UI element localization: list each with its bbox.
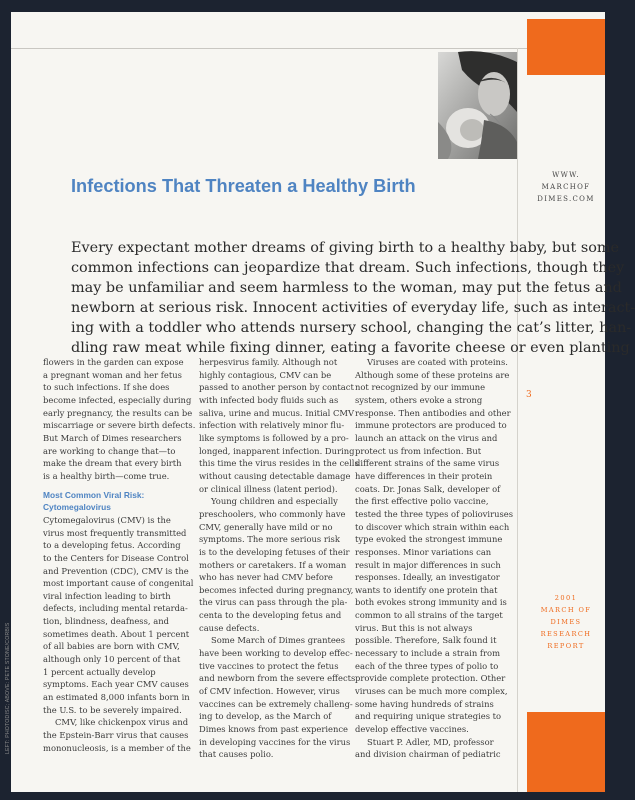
text-line: without causing detectable damage [199,470,351,481]
text-line: becomes infected during pregnancy, [199,584,354,595]
report-label-line: DIMES [550,618,582,626]
text-line: necessary to include a strain from [355,648,501,659]
text-line: who has never had CMV before [199,572,333,583]
intro-paragraph [71,239,635,358]
text-line: mononucleosis, is a member of the [43,742,191,753]
text-line: to a developing fetus. According [43,540,181,551]
article-title: Infections That Threaten a Healthy Birth [71,176,416,196]
report-label-line: REPORT [547,642,585,650]
text-line: and Prevention (CDC), CMV is the [43,565,189,576]
page-number: 3 [526,390,532,400]
body-column-3 [355,356,514,761]
text-line: Some March of Dimes grantees [211,635,346,646]
text-line: the Epstein-Barr virus that causes [43,730,189,741]
text-line: defects, including mental retarda- [43,603,188,614]
text-line: and requiring unique strategies to [355,711,502,722]
text-line: common to all strains of the target [355,610,503,621]
report-label-line: MARCH OF [540,606,592,614]
website-line: WWW. [552,171,580,179]
text-line: immune protectors are produced to [355,420,507,431]
text-line: with infected body fluids such as [199,394,339,405]
text-line: become infected, especially during [43,394,192,405]
text-line: miscarriage or severe birth defects. [43,420,196,431]
text-line: the virus can pass through the pla- [199,597,348,608]
intro-line: common infections can jeopardize that dream. Such infections, though they [71,259,625,276]
text-line: have been working to develop effec- [199,648,353,659]
text-line: although only 10 percent of that [43,654,181,665]
text-line: system, others evoke a strong [355,394,483,405]
text-line: viruses can be much more complex, [355,686,508,697]
text-line: ing to develop, as the March of [199,711,332,722]
text-line: a pregnant woman and her fetus [43,369,182,380]
text-line: centa to the developing fetus and [199,610,342,621]
orange-corner-block-bottom [527,712,605,792]
text-line: to such infections. If she does [43,382,170,393]
text-line: the U.S. to be severely impaired. [43,704,182,715]
text-line: have differences in their protein [355,470,493,481]
text-line: tive vaccines to protect the fetus [199,660,339,671]
text-line: early pregnancy, the results can be [43,407,193,418]
intro-line: dling raw meat while fixing dinner, eating a favorite cheese or even planting [71,339,630,356]
text-line: tion, blindness, deafness, and [43,616,169,627]
text-line: vaccines can be extremely challeng- [199,698,353,709]
col1-lead-paragraph [43,356,195,483]
text-line: CMV, like chickenpox virus and [55,717,189,728]
col3-paragraph-1 [355,356,514,736]
text-line: But March of Dimes researchers [43,432,182,443]
text-line: flowers in the garden can expose [43,357,184,367]
photo-illustration [438,52,517,159]
text-line: of CMV infection. However, virus [199,686,340,697]
orange-corner-block-top [527,19,605,75]
col2-paragraph-1 [199,356,359,495]
text-line: protect us from infection. But [355,445,482,456]
mother-and-baby-photo [438,52,517,159]
text-line: Cytomegalovirus (CMV) is the [43,514,171,525]
text-line: and division chairman of pediatric [355,749,501,760]
text-line: mothers or caretakers. If a woman [199,559,347,570]
text-line: Although some of these proteins are [355,369,510,380]
text-line: possible. Therefore, Salk found it [355,635,497,646]
text-line: each of the three types of polio to [355,660,499,671]
text-line: Viruses are coated with proteins. [367,357,508,367]
text-line: or clinical illness (latent period). [199,483,338,494]
text-line: not recognized by our immune [355,382,486,393]
text-line: highly contagious, CMV can be [199,369,332,380]
website-address [527,169,605,205]
intro-line: ing with a toddler who attends nursery school, changing the cat’s litter, han- [71,319,632,336]
text-line: both evokes strong immunity and is [355,597,507,608]
text-line: of all babies are born with CMV, [43,641,180,652]
text-line: passed to another person by contact [199,382,354,393]
text-line: this time the virus resides in the cells [199,458,359,469]
photo-credit: LEFT: PHOTODISC; ABOVE: PETE STONE/CORBIS [5,622,11,754]
text-line: coats. Dr. Jonas Salk, developer of [355,483,501,494]
website-line: MARCHOF [541,183,591,191]
report-label-line: 2001 [554,594,578,602]
text-line: response. Then antibodies and other [355,407,511,418]
text-line: Dimes knows from past experience [199,724,348,735]
subhead-line: Most Common Viral Risk: [43,489,145,500]
magazine-page [5,12,635,792]
body-column-1 [43,356,195,754]
body-column-2 [199,356,359,761]
text-line: different strains of the same virus [355,458,500,469]
report-label-line: RESEARCH [540,630,592,638]
text-line: symptoms. The more serious risk [199,534,340,545]
text-line: provide complete protection. Other [355,673,506,684]
text-line: type evoked the strongest immune [355,534,503,545]
text-line: is to the developing fetuses of their [199,546,350,557]
website-line: DIMES.COM [537,195,595,203]
text-line: tested the three types of polioviruses [355,508,514,519]
text-line: an estimated 8,000 infants born in [43,692,190,703]
text-line: viral infection leading to birth [43,590,171,601]
text-line: cause defects. [199,622,260,633]
section-subhead [43,489,195,514]
col2-paragraph-3 [199,634,356,761]
text-line: responses. Minor variations can [355,546,492,557]
text-line: responses. Ideally, an investigator [355,572,500,583]
text-line: and newborn from the severe effects [199,673,356,684]
subhead-line: Cytomegalovirus [43,502,111,513]
text-line: like symptoms is followed by a pro- [199,432,349,443]
text-line: Young children and especially [211,496,338,507]
text-line: saliva, urine and mucus. Initial CMV [199,407,355,418]
col2-paragraph-2 [199,495,354,634]
text-line: the first effective polio vaccine, [355,496,489,507]
text-line: is a healthy birth—come true. [43,470,170,481]
top-rule [11,48,527,49]
text-line: are working to change that—to [43,445,176,456]
text-line: in developing vaccines for the virus [199,736,351,747]
text-line: symptoms. Each year CMV causes [43,679,189,690]
text-line: CMV, generally have mild or no [199,521,333,532]
text-line: make the dream that every birth [43,458,182,469]
text-line: some having hundreds of strains [355,698,494,709]
col3-paragraph-2 [355,736,507,761]
intro-line: Every expectant mother dreams of giving birth to a healthy baby, but some [71,240,620,256]
text-line: result in major differences in such [355,559,501,570]
text-line: Stuart P. Adler, MD, professor [367,736,494,747]
text-line: wants to identify one protein that [355,584,498,595]
text-line: sometimes death. About 1 percent [43,628,190,639]
text-line: preschoolers, who commonly have [199,508,346,519]
margin-rule [517,48,518,792]
intro-line: newborn at serious risk. Innocent activities of everyday life, such as interact- [71,299,635,316]
text-line: 1 percent actually develop [43,666,156,677]
text-line: longed, inapparent infection. During [199,445,355,456]
text-line: most important cause of congenital [43,578,194,589]
text-line: that causes polio. [199,749,274,760]
intro-line: may be unfamiliar and seem harmless to the woman, may put the fetus and [71,279,622,296]
text-line: herpesvirus family. Although not [199,357,338,367]
col1-paragraph-1 [43,514,195,717]
col1-paragraph-2 [43,716,195,754]
text-line: to discover which strain within each [355,521,510,532]
text-line: virus most frequently transmitted [43,527,187,538]
text-line: virus. But this is not always [355,622,473,633]
text-line: develop effective vaccines. [355,724,469,735]
text-line: infection with relatively minor flu- [199,420,345,431]
text-line: to the Centers for Disease Control [43,552,189,563]
text-line: launch an attack on the virus and [355,432,498,443]
report-label [527,592,605,652]
